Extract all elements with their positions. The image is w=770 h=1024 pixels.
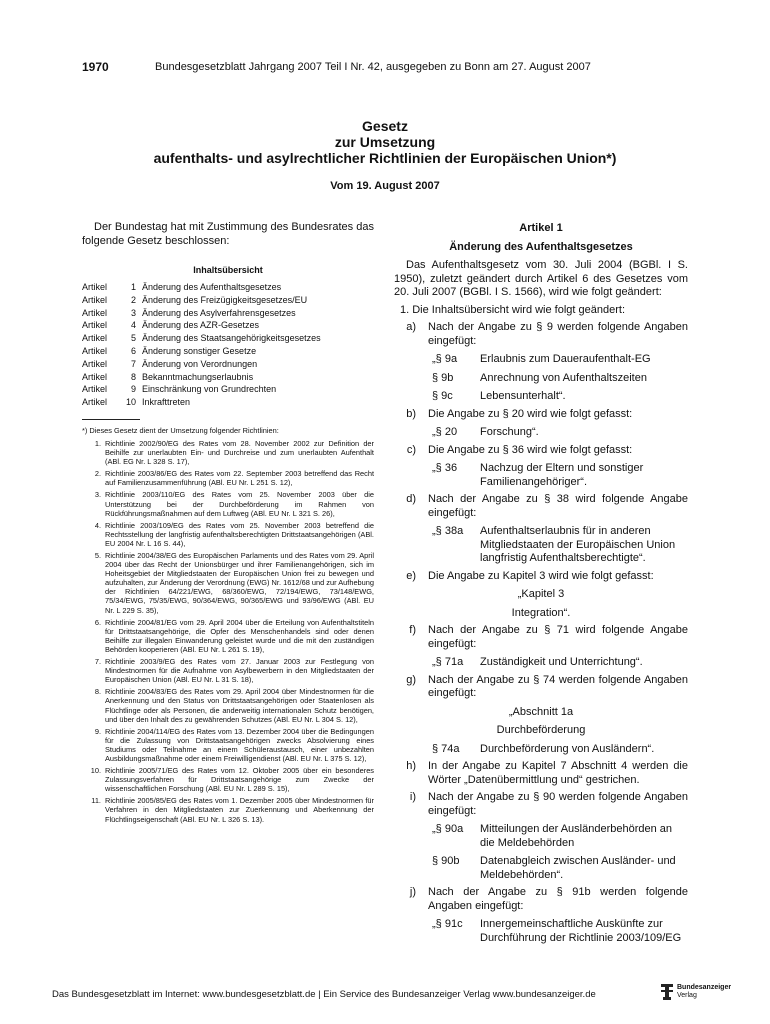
page-number: 1970 bbox=[82, 60, 109, 74]
sub-item-text: In der Angabe zu Kapitel 7 Abschnitt 4 werden die Wörter „Datenübermittlung und“ gestrichen. bbox=[428, 760, 688, 786]
footnote-text: Richtlinie 2002/90/EG des Rates vom 28. November 2002 zur Definition der Beihilfe zur unerlaubten Ein- und Durchreise und zum unerlaubten Aufenthalt (ABl. EG Nr. L 328 S. 17), bbox=[105, 438, 374, 467]
footnote-item bbox=[82, 469, 374, 487]
sub-item-letter: f) bbox=[409, 624, 416, 636]
toc-number: 2 bbox=[130, 294, 136, 305]
footnote-text: Richtlinie 2004/83/EG des Rates vom 29. April 2004 über Mindestnormen für die Anerkennung und den Status von Drittstaatsangehörigen oder Staatenlosen als Flüchtlinge oder als Personen, die anderweitig internationalen Schutz benötigen, und über den Inhalt des zu gewährenden Schutzes (ABl. EU Nr. L 304 S. 12), bbox=[105, 687, 374, 724]
toc-number: 3 bbox=[130, 307, 136, 318]
sub-item-letter: j) bbox=[409, 886, 416, 898]
inserted-entry bbox=[394, 823, 688, 850]
toc-row bbox=[82, 319, 374, 332]
page-footer: Das Bundesgesetzblatt im Internet: www.bundesgesetzblatt.de | Ein Service des Bundesanzeiger Verlag www.bundesanzeiger.de bbox=[52, 989, 596, 1000]
footnote-text: Richtlinie 2003/9/EG des Rates vom 27. Januar 2003 zur Festlegung von Mindestnormen für die Aufnahme von Asylbewerbern in den Mitgliedstaaten der Europäischen Union (ABl. EU Nr. L 31 S. 18), bbox=[105, 657, 374, 685]
sub-item-h bbox=[394, 760, 688, 787]
inserted-entry bbox=[394, 743, 688, 757]
footnote-item bbox=[82, 727, 374, 763]
toc-row bbox=[82, 307, 374, 320]
toc-article: Artikel bbox=[82, 320, 108, 331]
toc-row bbox=[82, 345, 374, 358]
toc-article: Artikel bbox=[82, 371, 108, 382]
eagle-icon bbox=[661, 984, 673, 1000]
footnote-number: 4. bbox=[94, 520, 101, 530]
footnote-text: Richtlinie 2004/38/EG des Europäischen Parlaments und des Rates vom 29. April 2004 über das Recht der Unionsbürger und ihrer Familienangehörigen, sich im Hoheitsgebiet der Mitgliedstaaten der Europäischen Union frei zu bewegen und aufzuhalten, zur Änderung der Verordnung (EWG) Nr. 1612/68 und zur Aufhebung der Richtlinien 64/221/EWG, 68/360/EWG, 72/194/EWG, 73/148/EWG, 75/34/EWG, 75/35/EWG, 90/364/EWG, 90/365/EWG und 93/96/EWG (ABl. EU Nr. L 229 S. 35), bbox=[105, 551, 374, 615]
sub-item-letter: a) bbox=[406, 321, 416, 333]
article-heading: Artikel 1 bbox=[519, 222, 563, 234]
entry-title: Aufenthaltserlaubnis für in anderen Mitgliedstaaten der Europäischen Union langfristig Aufenthaltsberechtigte“. bbox=[480, 525, 676, 564]
entry-title: Durchbeförderung von Ausländern“. bbox=[480, 742, 655, 755]
footnote-item bbox=[82, 687, 374, 723]
footnote-number: 10. bbox=[90, 766, 101, 776]
footnote-text: Richtlinie 2005/85/EG des Rates vom 1. Dezember 2005 über Mindestnormen für Verfahren in den Mitgliedstaaten zur Zuerkennung und Aberkennung der Flüchtlingseigenschaft (ABl. EU Nr. L 326 S. 13). bbox=[105, 796, 374, 824]
entry-title: Innergemeinschaftliche Auskünfte zur Durchführung der Richtlinie 2003/109/EG bbox=[480, 918, 682, 944]
toc-number: 10 bbox=[125, 397, 136, 408]
entry-paragraph: „§ 71a bbox=[432, 656, 464, 668]
article-title: Änderung des Aufenthaltsgesetzes bbox=[449, 241, 633, 253]
footnote-divider bbox=[82, 419, 140, 420]
inserted-entry bbox=[394, 390, 688, 404]
toc-row bbox=[82, 332, 374, 345]
toc-article: Artikel bbox=[82, 282, 108, 292]
toc-number: 5 bbox=[130, 333, 136, 344]
footnote-number: 5. bbox=[94, 551, 101, 560]
title-line-3: aufenthalts- und asylrechtlicher Richtlinien der Europäischen Union*) bbox=[153, 150, 617, 166]
sub-item-letter: i) bbox=[409, 791, 416, 803]
sub-item-text: Nach der Angabe zu § 71 wird folgende Angabe eingefügt: bbox=[428, 624, 688, 650]
entry-title: Zuständigkeit und Unterrichtung“. bbox=[480, 656, 643, 668]
toc-text: Änderung des Aufenthaltsgesetzes bbox=[142, 282, 282, 292]
toc-article: Artikel bbox=[82, 345, 108, 356]
footnote-item bbox=[82, 551, 374, 615]
toc-row bbox=[82, 281, 374, 294]
toc-number: 9 bbox=[130, 384, 136, 395]
toc-text: Bekanntmachungserlaubnis bbox=[142, 371, 254, 382]
toc-text: Einschränkung von Grundrechten bbox=[142, 384, 277, 395]
inserted-subheading: Durchbeförderung bbox=[496, 724, 586, 736]
footnote-item bbox=[82, 521, 374, 548]
footnote-text: Richtlinie 2003/109/EG des Rates vom 25. November 2003 betreffend die Rechtsstellung der langfristig aufenthaltsberechtigten Drittstaatsangehörigen (ABl. EU 2004 Nr. L 16 S. 44), bbox=[105, 520, 374, 548]
toc-row bbox=[82, 383, 374, 396]
footnote-item bbox=[82, 439, 374, 466]
page-header bbox=[82, 60, 702, 78]
toc-text: Änderung des Freizügigkeitsgesetzes/EU bbox=[142, 294, 308, 305]
sub-item-text: Nach der Angabe zu § 74 werden folgende Angaben eingefügt: bbox=[428, 673, 688, 699]
right-column bbox=[394, 220, 688, 945]
inserted-entry bbox=[394, 462, 688, 489]
sub-item-text: Die Angabe zu § 20 wird wie folgt gefasst: bbox=[428, 407, 633, 420]
sub-item-letter: d) bbox=[406, 493, 416, 505]
title-line-1: Gesetz bbox=[362, 118, 408, 134]
entry-paragraph: „§ 91c bbox=[432, 918, 463, 930]
toc-text: Änderung des Staatsangehörigkeitsgesetzes bbox=[142, 333, 321, 344]
inserted-entry bbox=[394, 656, 688, 670]
toc-article: Artikel bbox=[82, 358, 108, 369]
inserted-subheading: Integration“. bbox=[511, 606, 571, 619]
inserted-entry bbox=[394, 372, 688, 386]
title-line-2: zur Umsetzung bbox=[334, 134, 436, 150]
sub-item-letter: h) bbox=[406, 760, 416, 772]
footnote-text: Richtlinie 2004/81/EG vom 29. April 2004 über die Erteilung von Aufenthaltstiteln für Drittstaatsangehörige, die Opfer des Menschenhandels sind oder denen Beihilfe zur illegalen Einwanderung geleistet wurde und die mit den zuständigen Behörden kooperieren (ABl. EU Nr. L 261 S. 19), bbox=[105, 617, 374, 654]
sub-item-i bbox=[394, 791, 688, 818]
entry-title: Anrechnung von Aufenthaltszeiten bbox=[480, 371, 647, 384]
entry-title: Mitteilungen der Ausländerbehörden an die Meldebehörden bbox=[480, 823, 673, 849]
law-date: Vom 19. August 2007 bbox=[330, 180, 440, 192]
footnote-number: 11. bbox=[91, 796, 101, 806]
sub-item-text: Die Angabe zu § 36 wird wie folgt gefasst: bbox=[428, 443, 633, 456]
toc-number: 8 bbox=[130, 371, 136, 382]
entry-paragraph: „§ 90a bbox=[432, 823, 464, 835]
sub-item-e bbox=[394, 570, 688, 584]
table-of-contents bbox=[82, 281, 374, 409]
toc-text: Änderung sonstiger Gesetze bbox=[142, 345, 257, 356]
toc-article: Artikel bbox=[82, 307, 108, 318]
publisher-logo bbox=[661, 984, 731, 1000]
footnote-text: Richtlinie 2005/71/EG des Rates vom 12. Oktober 2005 über ein besonderes Zulassungsverfahren für Drittstaatsangehörige zum Zwecke der wissenschaftlichen Forschung (ABl. EU Nr. L 289 S. 15), bbox=[105, 766, 374, 794]
footnote-number: 2. bbox=[94, 469, 101, 479]
toc-article: Artikel bbox=[82, 384, 108, 395]
toc-row bbox=[82, 294, 374, 307]
entry-paragraph: „§ 38a bbox=[432, 525, 464, 537]
logo-line-1: Bundesanzeiger bbox=[677, 984, 732, 991]
toc-article: Artikel bbox=[82, 333, 108, 344]
sub-items bbox=[394, 321, 688, 945]
inserted-entry bbox=[394, 426, 688, 440]
law-title bbox=[0, 118, 770, 166]
inserted-entry bbox=[394, 525, 688, 566]
toc-number: 7 bbox=[130, 358, 136, 369]
entry-title: Datenabgleich zwischen Ausländer- und Meldebehörden“. bbox=[480, 855, 676, 881]
inserted-entry bbox=[394, 918, 688, 945]
entry-paragraph: „§ 9a bbox=[432, 353, 458, 365]
entry-title: Lebensunterhalt“. bbox=[480, 390, 566, 402]
toc-text: Änderung des Asylverfahrensgesetzes bbox=[142, 307, 296, 318]
footnote-text: Richtlinie 2003/86/EG des Rates vom 22. September 2003 betreffend das Recht auf Familienzusammenführung (ABl. EU Nr. L 251 S. 12), bbox=[105, 469, 374, 488]
sub-item-letter: b) bbox=[406, 407, 416, 420]
footnote-number: 8. bbox=[94, 687, 101, 697]
entry-paragraph: „§ 36 bbox=[432, 462, 458, 474]
sub-item-text: Nach der Angabe zu § 90 werden folgende Angaben eingefügt: bbox=[428, 791, 688, 817]
entry-paragraph: „§ 20 bbox=[432, 426, 458, 438]
sub-item-text: Nach der Angabe zu § 91b werden folgende Angaben eingefügt: bbox=[428, 886, 688, 912]
inserted-heading: „Abschnitt 1a bbox=[508, 705, 574, 718]
footnote-intro: *) Dieses Gesetz dient der Umsetzung folgender Richtlinien: bbox=[82, 425, 279, 435]
footnote-number: 7. bbox=[94, 657, 101, 667]
sub-item-f bbox=[394, 624, 688, 651]
inserted-entry bbox=[394, 855, 688, 882]
toc-row bbox=[82, 371, 374, 384]
footnote-text: Richtlinie 2003/110/EG des Rates vom 25. November 2003 über die Unterstützung bei der Durchbeförderung im Rahmen von Rückführungsmaßnahmen auf dem Luftweg (ABl. EU Nr. L 321 S. 26), bbox=[105, 490, 374, 518]
entry-title: Erlaubnis zum Daueraufenthalt-EG bbox=[480, 353, 651, 365]
sub-item-a bbox=[394, 321, 688, 348]
footnote-number: 9. bbox=[94, 726, 101, 736]
footnote-number: 6. bbox=[94, 617, 101, 627]
sub-item-letter: g) bbox=[406, 673, 416, 686]
preamble: Der Bundestag hat mit Zustimmung des Bundesrates das folgende Gesetz beschlossen: bbox=[82, 221, 374, 247]
footnote-item bbox=[82, 657, 374, 684]
sub-item-letter: e) bbox=[406, 569, 416, 582]
entry-title: Forschung“. bbox=[480, 426, 539, 438]
toc-number: 6 bbox=[130, 345, 136, 356]
logo-line-2: Verlag bbox=[677, 992, 697, 999]
sub-item-b bbox=[394, 408, 688, 422]
footnote-item bbox=[82, 490, 374, 517]
footnote-number: 3. bbox=[94, 490, 101, 500]
sub-item-text: Die Angabe zu Kapitel 3 wird wie folgt gefasst: bbox=[428, 569, 654, 582]
sub-item-text: Nach der Angabe zu § 9 werden folgende Angaben eingefügt: bbox=[428, 321, 688, 347]
footnote-text: Richtlinie 2004/114/EG des Rates vom 13. Dezember 2004 über die Bedingungen für die Zulassung von Drittstaatsangehörigen zwecks Absolvierung eines Studiums oder Teilnahme an einem Schüleraustausch, einer unbezahlten Ausbildungsmaßnahme oder einem Freiwilligendienst (ABl. EU Nr. L 375 S. 12), bbox=[105, 726, 374, 763]
toc-article: Artikel bbox=[82, 397, 108, 408]
sub-item-g bbox=[394, 674, 688, 701]
footnote-item bbox=[82, 796, 374, 823]
sub-item-letter: c) bbox=[406, 443, 416, 456]
entry-paragraph: § 9b bbox=[432, 371, 454, 384]
toc-heading: Inhaltsübersicht bbox=[193, 265, 263, 275]
header-text: Bundesgesetzblatt Jahrgang 2007 Teil I Nr. 42, ausgegeben zu Bonn am 27. August 2007 bbox=[155, 61, 591, 73]
toc-row bbox=[82, 396, 374, 409]
footnote-item bbox=[82, 618, 374, 654]
inserted-heading: „Kapitel 3 bbox=[517, 588, 565, 600]
inserted-entry bbox=[394, 353, 688, 367]
footnote-list bbox=[82, 439, 374, 824]
toc-text: Änderung von Verordnungen bbox=[142, 358, 258, 369]
toc-text: Inkrafttreten bbox=[142, 397, 191, 408]
sub-item-j bbox=[394, 886, 688, 913]
item-1: 1. Die Inhaltsübersicht wird wie folgt geändert: bbox=[400, 303, 626, 316]
sub-item-d bbox=[394, 493, 688, 520]
toc-text: Änderung des AZR-Gesetzes bbox=[142, 320, 260, 331]
article-intro: Das Aufenthaltsgesetz vom 30. Juli 2004 (BGBl. I S. 1950), zuletzt geändert durch Artikel 6 des Gesetzes vom 20. Juli 2007 (BGBl. I S. 1566), wird wie folgt geändert: bbox=[394, 259, 688, 298]
entry-title: Nachzug der Eltern und sonstiger Familienangehöriger“. bbox=[480, 462, 644, 488]
left-column bbox=[82, 220, 374, 827]
entry-paragraph: § 74a bbox=[432, 742, 460, 755]
entry-paragraph: § 9c bbox=[432, 390, 453, 402]
toc-number: 4 bbox=[130, 320, 136, 331]
entry-paragraph: § 90b bbox=[432, 855, 460, 867]
toc-article: Artikel bbox=[82, 294, 108, 305]
toc-number: 1 bbox=[130, 282, 136, 292]
sub-item-text: Nach der Angabe zu § 38 wird folgende Angabe eingefügt: bbox=[428, 493, 688, 519]
sub-item-c bbox=[394, 444, 688, 458]
footnote-item bbox=[82, 766, 374, 793]
footnote-number: 1. bbox=[94, 438, 101, 448]
toc-row bbox=[82, 358, 374, 371]
